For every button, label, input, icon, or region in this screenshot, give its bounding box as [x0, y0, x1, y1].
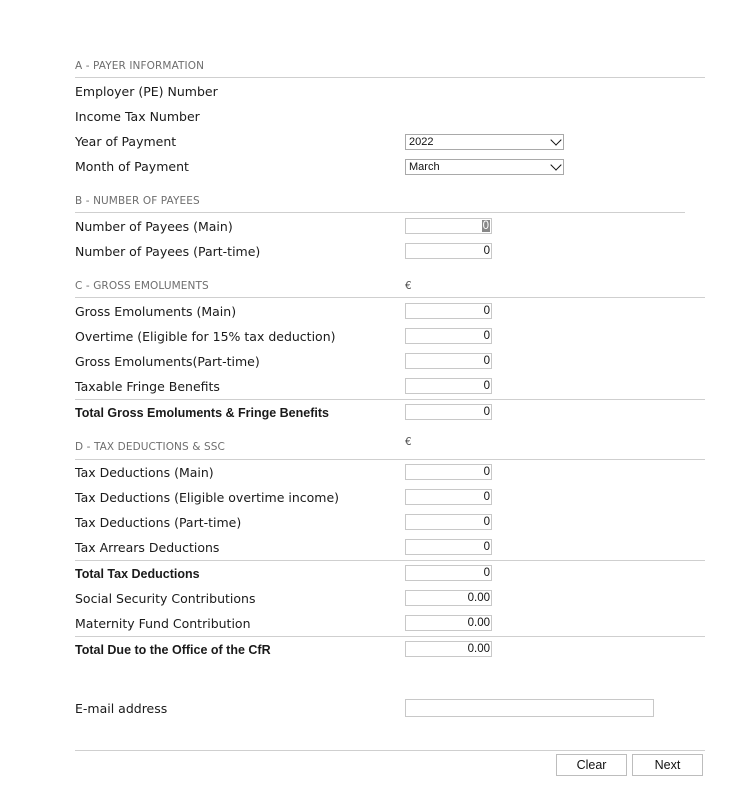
clear-button[interactable]: Clear: [556, 754, 627, 776]
tax-deductions-overtime-input[interactable]: 0: [405, 489, 492, 505]
total-due-input[interactable]: 0.00: [405, 641, 492, 657]
section-a-heading: A - PAYER INFORMATION: [75, 60, 205, 72]
currency-symbol: €: [405, 280, 412, 292]
currency-symbol: €: [405, 436, 412, 448]
divider: [75, 636, 705, 637]
tax-arrears-input[interactable]: 0: [405, 539, 492, 555]
divider: [75, 212, 685, 213]
payees-part-time-label: Number of Payees (Part-time): [75, 244, 261, 259]
maternity-fund-input[interactable]: 0.00: [405, 615, 492, 631]
tax-deductions-overtime-label: Tax Deductions (Eligible overtime income): [75, 490, 340, 505]
tax-deductions-main-input[interactable]: 0: [405, 464, 492, 480]
year-of-payment-value: 2022: [409, 136, 434, 148]
total-tax-deductions-input[interactable]: 0: [405, 565, 492, 581]
divider: [75, 750, 705, 751]
maternity-fund-label: Maternity Fund Contribution: [75, 616, 251, 631]
payees-main-value: 0: [482, 220, 489, 232]
overtime-label: Overtime (Eligible for 15% tax deduction): [75, 329, 336, 344]
divider: [75, 560, 705, 561]
ssc-label: Social Security Contributions: [75, 591, 256, 606]
section-c-heading: C - GROSS EMOLUMENTS: [75, 280, 209, 292]
gross-emoluments-part-time-input[interactable]: 0: [405, 353, 492, 369]
fringe-benefits-input[interactable]: 0: [405, 378, 492, 394]
tax-deductions-part-time-label: Tax Deductions (Part-time): [75, 515, 242, 530]
tax-deductions-main-label: Tax Deductions (Main): [75, 465, 214, 480]
divider: [75, 77, 705, 78]
divider: [75, 459, 705, 460]
overtime-input[interactable]: 0: [405, 328, 492, 344]
total-due-label: Total Due to the Office of the CfR: [75, 643, 271, 657]
month-of-payment-label: Month of Payment: [75, 159, 189, 174]
divider: [75, 297, 705, 298]
month-of-payment-value: March: [409, 161, 440, 173]
fringe-benefits-label: Taxable Fringe Benefits: [75, 379, 220, 394]
payees-part-time-input[interactable]: 0: [405, 243, 492, 259]
email-label: E-mail address: [75, 701, 168, 716]
year-of-payment-label: Year of Payment: [75, 134, 177, 149]
email-field[interactable]: [405, 699, 654, 717]
month-of-payment-select[interactable]: [405, 159, 564, 175]
gross-emoluments-part-time-label: Gross Emoluments(Part-time): [75, 354, 260, 369]
next-button[interactable]: Next: [632, 754, 703, 776]
income-tax-number-label: Income Tax Number: [75, 109, 200, 124]
year-of-payment-select[interactable]: [405, 134, 564, 150]
payees-main-input[interactable]: [405, 218, 492, 234]
pe-number-label: Employer (PE) Number: [75, 84, 218, 99]
total-gross-label: Total Gross Emoluments & Fringe Benefits: [75, 406, 329, 420]
gross-emoluments-main-label: Gross Emoluments (Main): [75, 304, 237, 319]
payees-main-label: Number of Payees (Main): [75, 219, 233, 234]
divider: [75, 399, 705, 400]
section-d-heading: D - TAX DEDUCTIONS & SSC: [75, 441, 225, 453]
total-gross-input[interactable]: 0: [405, 404, 492, 420]
chevron-down-icon: [550, 159, 561, 170]
gross-emoluments-main-input[interactable]: 0: [405, 303, 492, 319]
total-tax-deductions-label: Total Tax Deductions: [75, 567, 200, 581]
chevron-down-icon: [550, 134, 561, 145]
section-b-heading: B - NUMBER OF PAYEES: [75, 195, 200, 207]
ssc-input[interactable]: 0.00: [405, 590, 492, 606]
tax-arrears-label: Tax Arrears Deductions: [75, 540, 220, 555]
tax-deductions-part-time-input[interactable]: 0: [405, 514, 492, 530]
